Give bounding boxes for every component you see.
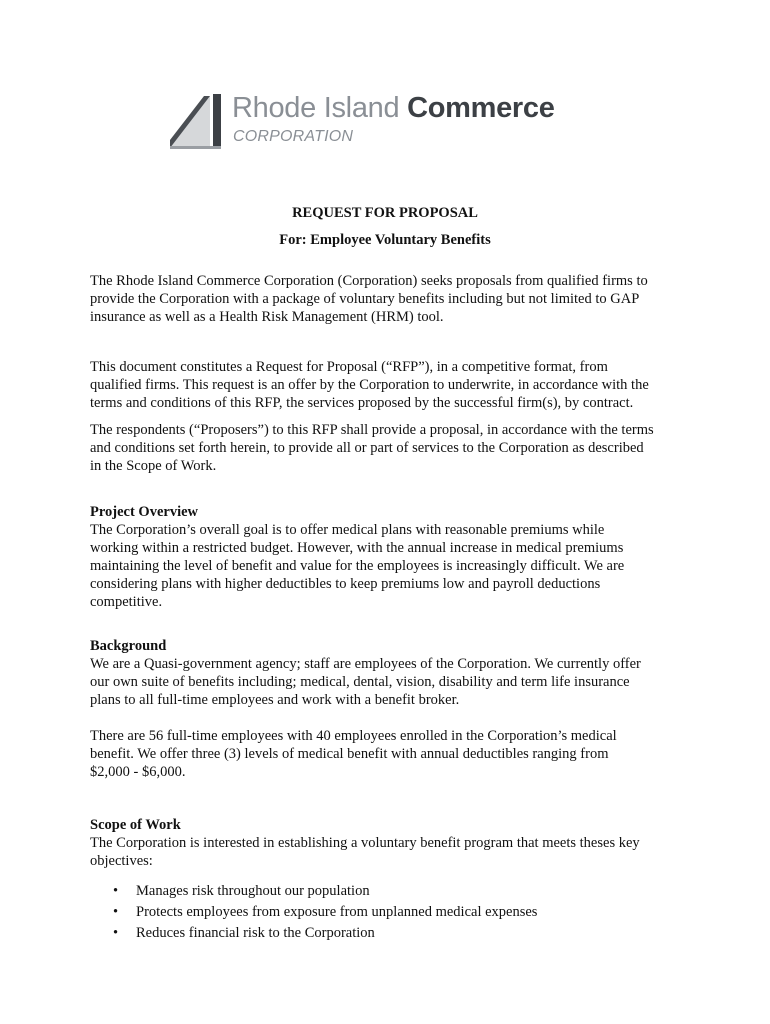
company-logo — [166, 90, 586, 160]
list-item — [90, 924, 690, 945]
logo-wordmark — [232, 92, 555, 125]
bullet-icon: • — [113, 883, 119, 899]
paragraph-line: insurance as well as a Health Risk Management (HRM) tool. — [90, 309, 444, 325]
list-item-text: Protects employees from exposure from unplanned medical expenses — [136, 904, 538, 920]
paragraph-line: qualified firms. This request is an offer by the Corporation to underwrite, in accordance with the — [90, 377, 649, 393]
intro-paragraph — [90, 272, 690, 326]
list-item — [90, 903, 690, 924]
employees-paragraph — [90, 727, 690, 781]
paragraph-line: considering plans with higher deductibles to keep premiums low and payroll deductions — [90, 576, 601, 592]
background-paragraph — [90, 655, 690, 709]
paragraph-line: The Rhode Island Commerce Corporation (Corporation) seeks proposals from qualified firms to — [90, 273, 648, 289]
list-item — [90, 882, 690, 903]
paragraph-line: benefit. We offer three (3) levels of medical benefit with annual deductibles ranging from — [90, 746, 609, 762]
document-title: REQUEST FOR PROPOSAL — [292, 205, 478, 221]
paragraph-line: terms and conditions of this RFP, the services proposed by the successful firm(s), by contract. — [90, 395, 634, 411]
background-heading: Background — [90, 638, 167, 654]
bullet-icon: • — [113, 904, 119, 920]
rfp-description-paragraph — [90, 358, 690, 412]
paragraph-line: and conditions set forth herein, to provide all or part of services to the Corporation as described — [90, 440, 644, 456]
bullet-icon: • — [113, 925, 119, 941]
document-subtitle: For: Employee Voluntary Benefits — [279, 232, 491, 248]
scope-of-work-heading: Scope of Work — [90, 817, 181, 833]
paragraph-line: The Corporation’s overall goal is to offer medical plans with reasonable premiums while — [90, 522, 605, 538]
paragraph-line: plans to all full-time employees and work with a benefit broker. — [90, 692, 460, 708]
paragraph-line: our own suite of benefits including; medical, dental, vision, disability and term life insurance — [90, 674, 630, 690]
logo-mark-icon — [166, 90, 226, 154]
paragraph-line: in the Scope of Work. — [90, 458, 217, 474]
paragraph-line: The Corporation is interested in establishing a voluntary benefit program that meets theses key — [90, 835, 640, 851]
list-item-text: Reduces financial risk to the Corporation — [136, 925, 375, 941]
paragraph-line: We are a Quasi-government agency; staff are employees of the Corporation. We currently offer — [90, 656, 641, 672]
paragraph-line: objectives: — [90, 853, 153, 869]
project-overview-paragraph — [90, 521, 690, 611]
paragraph-line: The respondents (“Proposers”) to this RFP shall provide a proposal, in accordance with the terms — [90, 422, 654, 438]
paragraph-line: maintaining the level of benefit and value for the employees is increasingly difficult. We are — [90, 558, 625, 574]
logo-name-part2: Commerce — [407, 92, 555, 124]
scope-of-work-paragraph — [90, 834, 690, 870]
project-overview-heading: Project Overview — [90, 504, 199, 520]
list-item-text: Manages risk throughout our population — [136, 883, 370, 899]
paragraph-line: There are 56 full-time employees with 40 employees enrolled in the Corporation’s medical — [90, 728, 617, 744]
logo-name-part1: Rhode Island — [232, 92, 400, 124]
respondents-paragraph — [90, 421, 690, 475]
paragraph-line: $2,000 - $6,000. — [90, 764, 186, 780]
paragraph-line: provide the Corporation with a package of voluntary benefits including but not limited to GAP — [90, 291, 640, 307]
objectives-list — [90, 882, 690, 945]
logo-subname: CORPORATION — [233, 128, 354, 145]
paragraph-line: This document constitutes a Request for Proposal (“RFP”), in a competitive format, from — [90, 359, 608, 375]
paragraph-line: working within a restricted budget. However, with the annual increase in medical premiums — [90, 540, 624, 556]
paragraph-line: competitive. — [90, 594, 163, 610]
